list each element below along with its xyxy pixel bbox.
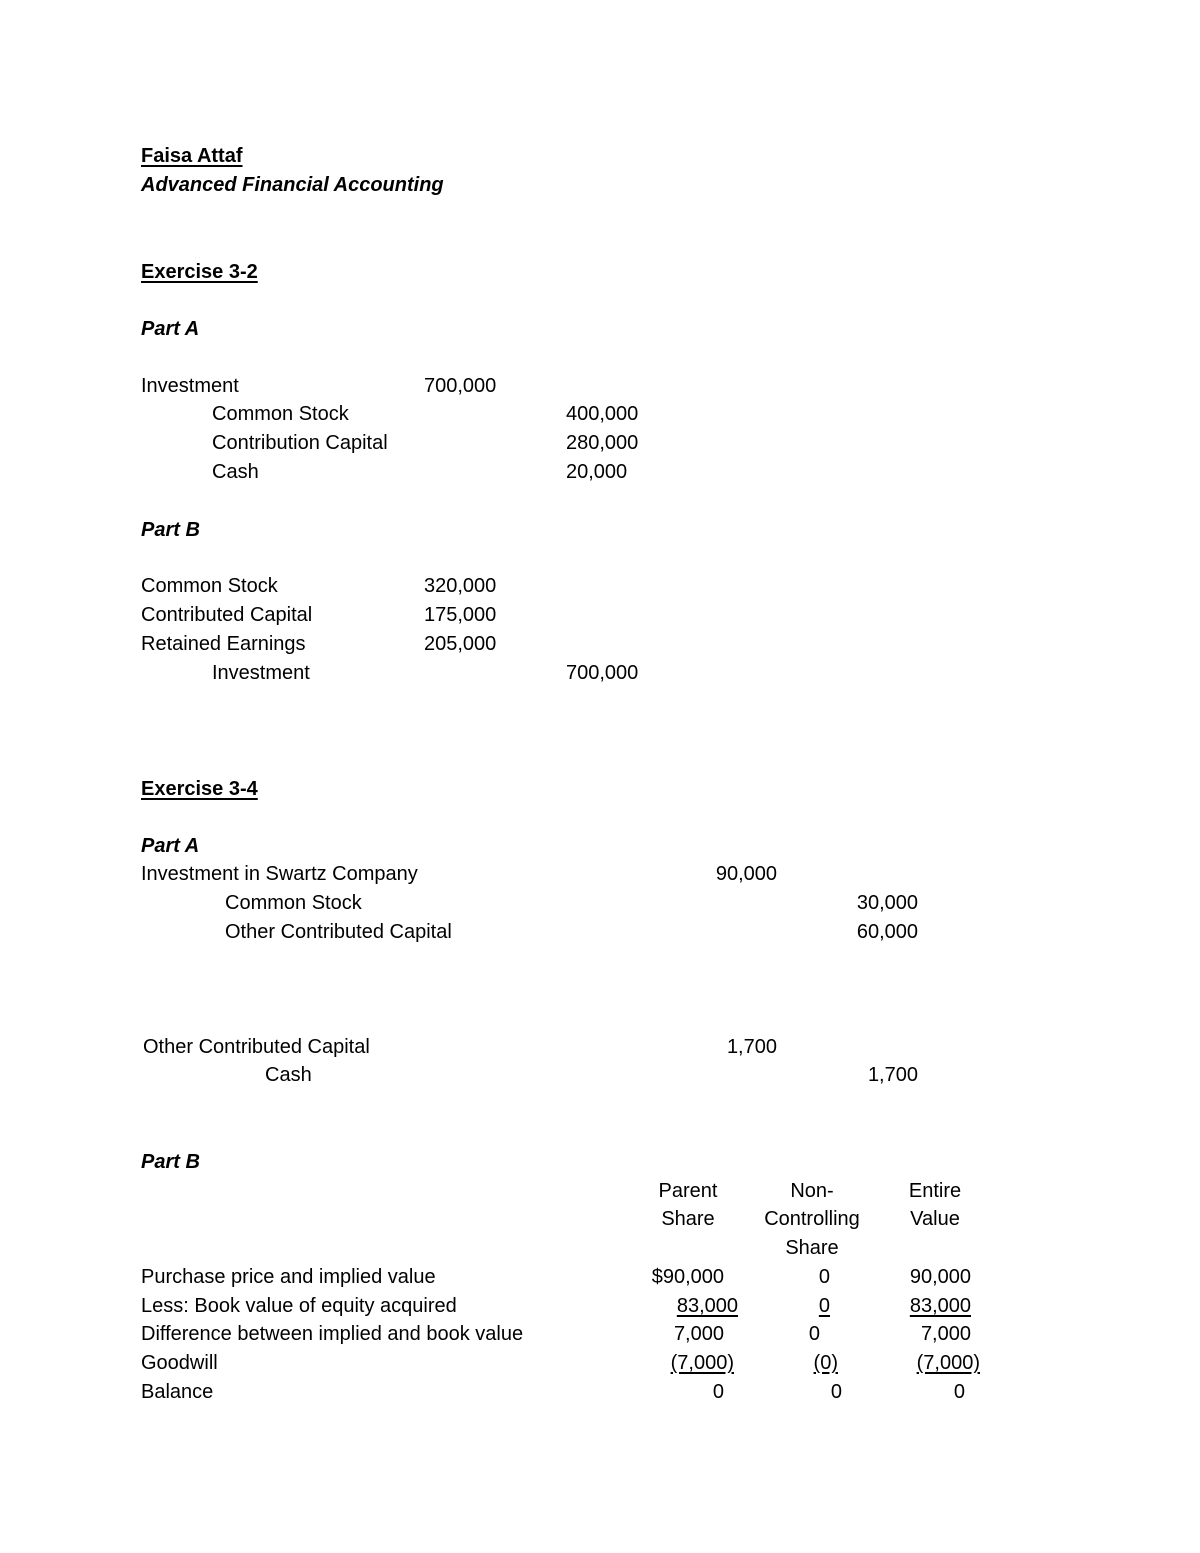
parent-share-value: 7,000 (673, 1323, 724, 1345)
journal-account: Contribution Capital (212, 432, 388, 454)
column-header-nci-line3: Share (785, 1237, 839, 1259)
nci-share-value: 0 (818, 1295, 830, 1317)
exercise-3-4-part-b-label: Part B (141, 1151, 200, 1173)
journal-account: Common Stock (141, 575, 278, 597)
nci-share-value: 0 (808, 1323, 820, 1345)
entire-value: 83,000 (909, 1295, 971, 1317)
parent-share-value: 83,000 (676, 1295, 738, 1317)
journal-credit: 700,000 (566, 662, 639, 684)
journal-debit: 90,000 (715, 863, 777, 885)
column-header-entire-line1: Entire (908, 1180, 962, 1202)
column-header-nci-line2: Controlling (764, 1208, 860, 1230)
author-name: Faisa Attaf (141, 145, 243, 167)
journal-credit: 1,700 (867, 1064, 918, 1086)
journal-account: Investment (212, 662, 310, 684)
journal-credit: 20,000 (566, 461, 628, 483)
row-label: Less: Book value of equity acquired (141, 1295, 457, 1317)
journal-account: Common Stock (225, 892, 362, 914)
journal-account: Other Contributed Capital (143, 1036, 370, 1058)
journal-debit: 205,000 (424, 633, 497, 655)
journal-account: Investment (141, 375, 239, 397)
parent-share-value: (7,000) (670, 1352, 734, 1374)
journal-debit: 700,000 (424, 375, 497, 397)
exercise-3-4-title: Exercise 3-4 (141, 778, 258, 800)
journal-account: Contributed Capital (141, 604, 313, 626)
exercise-3-4-part-a-label: Part A (141, 835, 200, 857)
journal-account: Common Stock (212, 403, 349, 425)
column-header-parent-line1: Parent (658, 1180, 718, 1202)
nci-share-value: 0 (818, 1266, 830, 1288)
entire-value: 0 (953, 1381, 965, 1403)
journal-account: Other Contributed Capital (225, 921, 452, 943)
journal-debit: 175,000 (424, 604, 497, 626)
exercise-3-2-part-b-label: Part B (141, 519, 200, 541)
journal-account: Cash (265, 1064, 312, 1086)
nci-share-value: (0) (813, 1352, 838, 1374)
entire-value: 90,000 (909, 1266, 971, 1288)
row-label: Purchase price and implied value (141, 1266, 436, 1288)
parent-share-value: $90,000 (651, 1266, 724, 1288)
journal-account: Cash (212, 461, 259, 483)
course-title: Advanced Financial Accounting (141, 174, 444, 196)
parent-share-value: 0 (712, 1381, 724, 1403)
journal-account: Investment in Swartz Company (141, 863, 418, 885)
row-label: Balance (141, 1381, 214, 1403)
nci-share-value: 0 (830, 1381, 842, 1403)
exercise-3-2-title: Exercise 3-2 (141, 261, 258, 283)
row-label: Goodwill (141, 1352, 218, 1374)
entire-value: 7,000 (920, 1323, 971, 1345)
entire-value: (7,000) (916, 1352, 980, 1374)
journal-credit: 30,000 (856, 892, 918, 914)
column-header-nci-line1: Non- (790, 1180, 834, 1202)
journal-account: Retained Earnings (141, 633, 306, 655)
journal-debit: 1,700 (726, 1036, 777, 1058)
column-header-parent-line2: Share (661, 1208, 715, 1230)
journal-debit: 320,000 (424, 575, 497, 597)
row-label: Difference between implied and book value (141, 1323, 524, 1345)
journal-credit: 60,000 (856, 921, 918, 943)
exercise-3-2-part-a-label: Part A (141, 318, 200, 340)
column-header-entire-line2: Value (910, 1208, 960, 1230)
journal-credit: 280,000 (566, 432, 639, 454)
journal-credit: 400,000 (566, 403, 639, 425)
